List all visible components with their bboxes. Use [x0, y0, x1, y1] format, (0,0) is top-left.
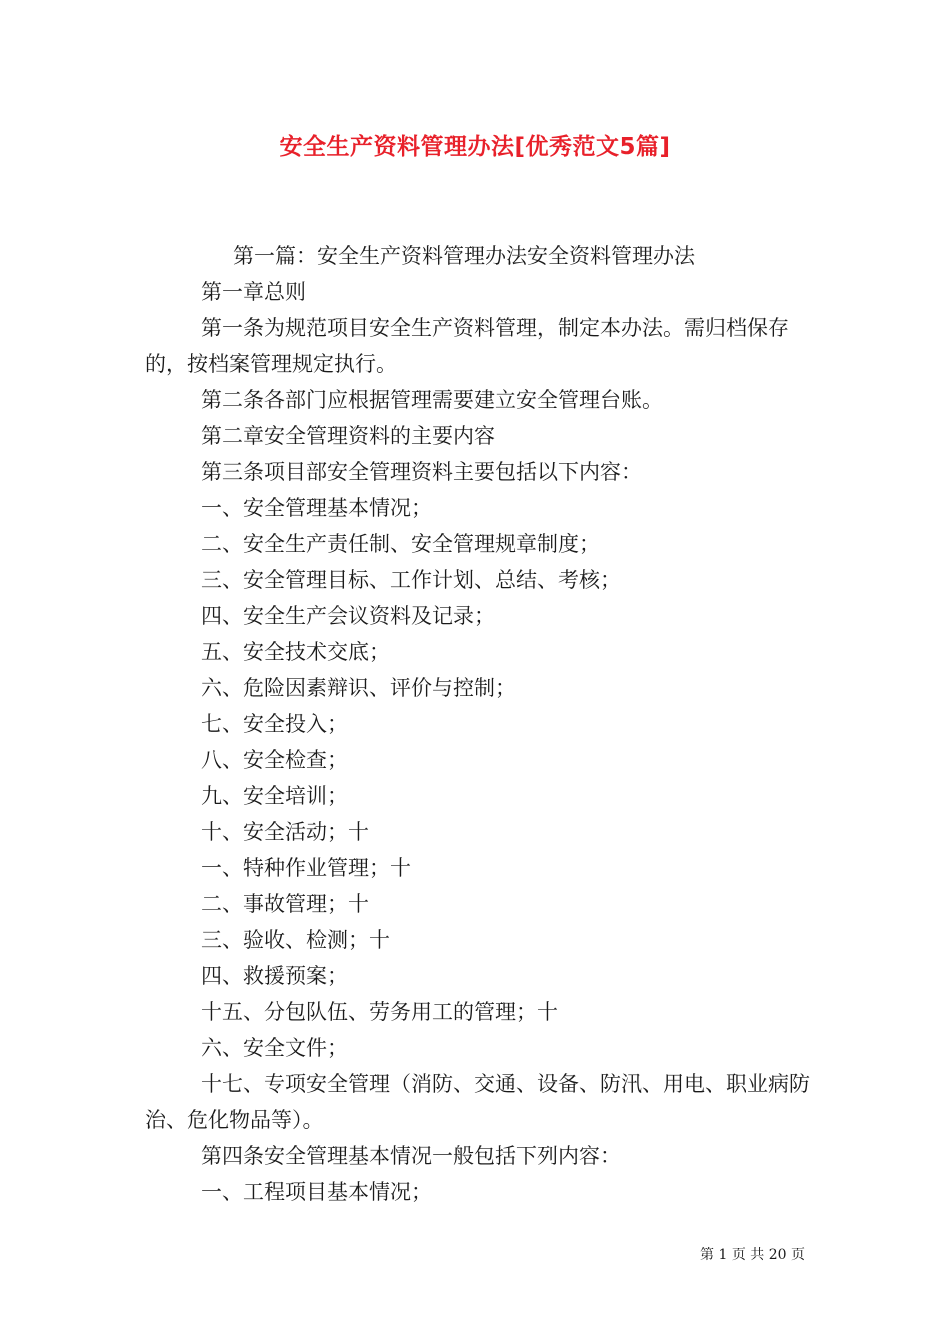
document-title: 安全生产资料管理办法[优秀范文5篇]	[279, 134, 671, 160]
body-paragraph: 一、特种作业管理；十	[201, 856, 411, 880]
body-paragraph: 十、安全活动；十	[201, 820, 369, 844]
body-paragraph: 六、安全文件；	[201, 1036, 348, 1060]
body-paragraph: 九、安全培训；	[201, 784, 348, 808]
body-paragraph: 一、安全管理基本情况；	[201, 496, 432, 520]
body-paragraph: 三、验收、检测；十	[201, 928, 390, 952]
body-paragraph: 三、安全管理目标、工作计划、总结、考核；	[201, 568, 621, 592]
body-paragraph: 十五、分包队伍、劳务用工的管理；十	[201, 1000, 558, 1024]
body-paragraph: 一、工程项目基本情况；	[201, 1180, 432, 1204]
body-paragraph: 第三条项目部安全管理资料主要包括以下内容：	[201, 460, 642, 484]
page-footer: 第 1 页 共 20 页	[700, 1247, 805, 1263]
body-paragraph: 六、危险因素辩识、评价与控制；	[201, 676, 516, 700]
body-paragraph: 四、安全生产会议资料及记录；	[201, 604, 495, 628]
body-paragraph: 第一章总则	[201, 280, 306, 304]
body-paragraph: 十七、专项安全管理（消防、交通、设备、防汛、用电、职业病防治、危化物品等）。	[145, 1072, 810, 1132]
body-paragraph: 第二条各部门应根据管理需要建立安全管理台账。	[201, 388, 663, 412]
body-paragraph: 八、安全检查；	[201, 748, 348, 772]
body-paragraph: 四、救援预案；	[201, 964, 348, 988]
body-paragraph: 第一条为规范项目安全生产资料管理，制定本办法。需归档保存的，按档案管理规定执行。	[145, 316, 789, 376]
body-paragraph: 二、事故管理；十	[201, 892, 369, 916]
body-paragraph: 二、安全生产责任制、安全管理规章制度；	[201, 532, 600, 556]
body-paragraph: 第四条安全管理基本情况一般包括下列内容：	[201, 1144, 621, 1168]
body-paragraph: 七、安全投入；	[201, 712, 348, 736]
body-paragraph: 五、安全技术交底；	[201, 640, 390, 664]
body-paragraph: 第二章安全管理资料的主要内容	[201, 424, 495, 448]
document-body	[145, 238, 810, 1210]
section-heading: 第一篇：安全生产资料管理办法安全资料管理办法	[233, 244, 695, 268]
